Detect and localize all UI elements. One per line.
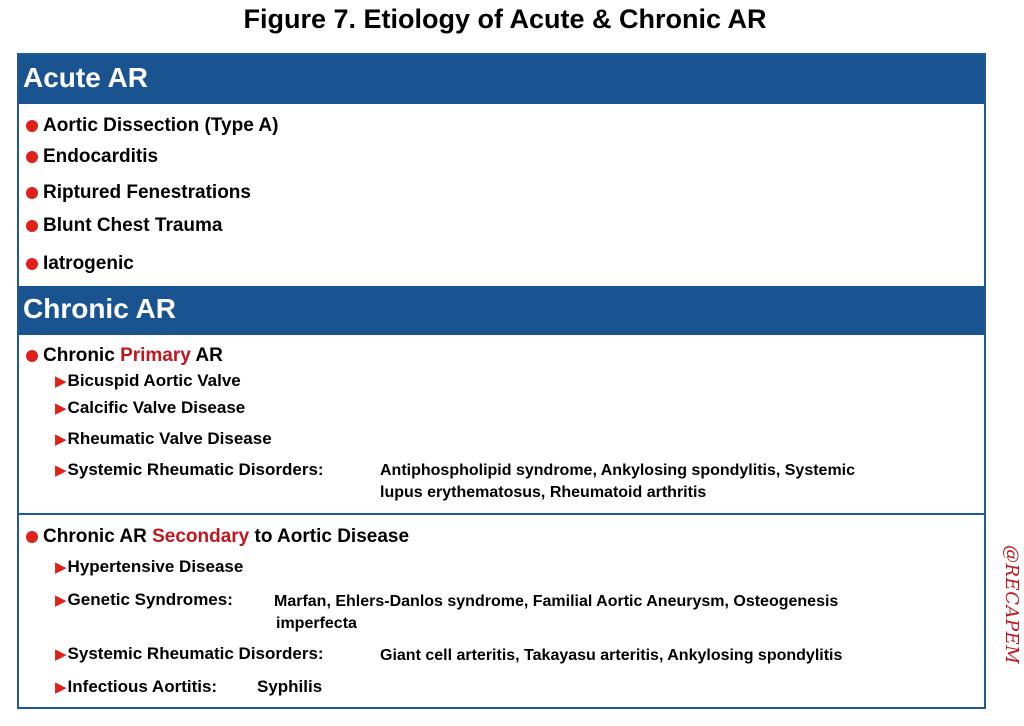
chronic-primary-heading (26, 345, 223, 367)
secondary-sub-item (55, 644, 324, 665)
acute-item (26, 182, 251, 204)
secondary-sub-item (55, 677, 217, 698)
sub-item-detail: Marfan, Ehlers-Danlos syndrome, Familial Aortic Aneurysm, Osteogenesis (274, 593, 839, 610)
red-dot-icon (26, 187, 38, 199)
sub-item-label: Calcific Valve Disease (67, 398, 246, 417)
red-triangle-icon: ▶ (55, 646, 67, 663)
chronic-secondary-heading (26, 526, 409, 548)
red-triangle-icon: ▶ (55, 431, 67, 448)
primary-sub-item (55, 460, 324, 481)
sub-item-label: Systemic Rheumatic Disorders: (67, 644, 324, 663)
heading-suffix: AR (190, 345, 223, 366)
red-triangle-icon: ▶ (55, 679, 67, 696)
acute-item-label: Riptured Fenestrations (43, 182, 251, 203)
watermark-label: @RECAPEM (1001, 545, 1022, 665)
sub-item-detail: Syphilis (257, 677, 323, 696)
primary-sub-item (55, 371, 241, 392)
etiology-panel (17, 53, 986, 709)
red-triangle-icon: ▶ (55, 462, 67, 479)
sub-item-label: Systemic Rheumatic Disorders: (67, 460, 324, 479)
sub-item-label: Infectious Aortitis: (67, 677, 218, 696)
heading-highlight: Secondary (152, 526, 250, 547)
heading-prefix: Chronic AR (43, 526, 153, 547)
secondary-sub-item (55, 590, 233, 611)
red-triangle-icon: ▶ (55, 592, 67, 609)
red-dot-icon (26, 350, 38, 362)
acute-item (26, 215, 222, 237)
heading-suffix: to Aortic Disease (249, 526, 410, 547)
acute-item (26, 253, 134, 275)
sub-item-label: Hypertensive Disease (67, 557, 244, 576)
chronic-ar-header: Chronic AR (19, 286, 984, 335)
acute-ar-header: Acute AR (19, 55, 984, 104)
red-dot-icon (26, 531, 38, 543)
primary-sub-item (55, 398, 245, 419)
section-divider (19, 513, 984, 515)
red-dot-icon (26, 151, 38, 163)
red-triangle-icon: ▶ (55, 400, 67, 417)
sub-item-label: Bicuspid Aortic Valve (67, 371, 241, 390)
acute-item (26, 115, 278, 137)
red-dot-icon (26, 258, 38, 270)
red-dot-icon (26, 220, 38, 232)
red-triangle-icon: ▶ (55, 373, 67, 390)
primary-sub-item (55, 429, 272, 450)
acute-item-label: Aortic Dissection (Type A) (43, 115, 279, 136)
red-dot-icon (26, 120, 38, 132)
red-triangle-icon: ▶ (55, 559, 67, 576)
acute-item-label: Blunt Chest Trauma (43, 215, 223, 236)
sub-item-detail: Antiphospholipid syndrome, Ankylosing spondylitis, Systemic (380, 462, 856, 479)
acute-item-label: Endocarditis (43, 146, 159, 167)
figure-title: Figure 7. Etiology of Acute & Chronic AR (243, 4, 767, 34)
sub-item-label: Rheumatic Valve Disease (67, 429, 272, 448)
sub-item-detail: Giant cell arteritis, Takayasu arteritis, Ankylosing spondylitis (380, 647, 843, 664)
sub-item-detail: imperfecta (276, 615, 357, 632)
heading-highlight: Primary (120, 345, 191, 366)
heading-prefix: Chronic (43, 345, 121, 366)
sub-item-label: Genetic Syndromes: (67, 590, 233, 609)
sub-item-detail: lupus erythematosus, Rheumatoid arthritis (380, 484, 707, 501)
acute-item (26, 146, 158, 168)
acute-item-label: Iatrogenic (43, 253, 134, 274)
secondary-sub-item (55, 557, 243, 578)
